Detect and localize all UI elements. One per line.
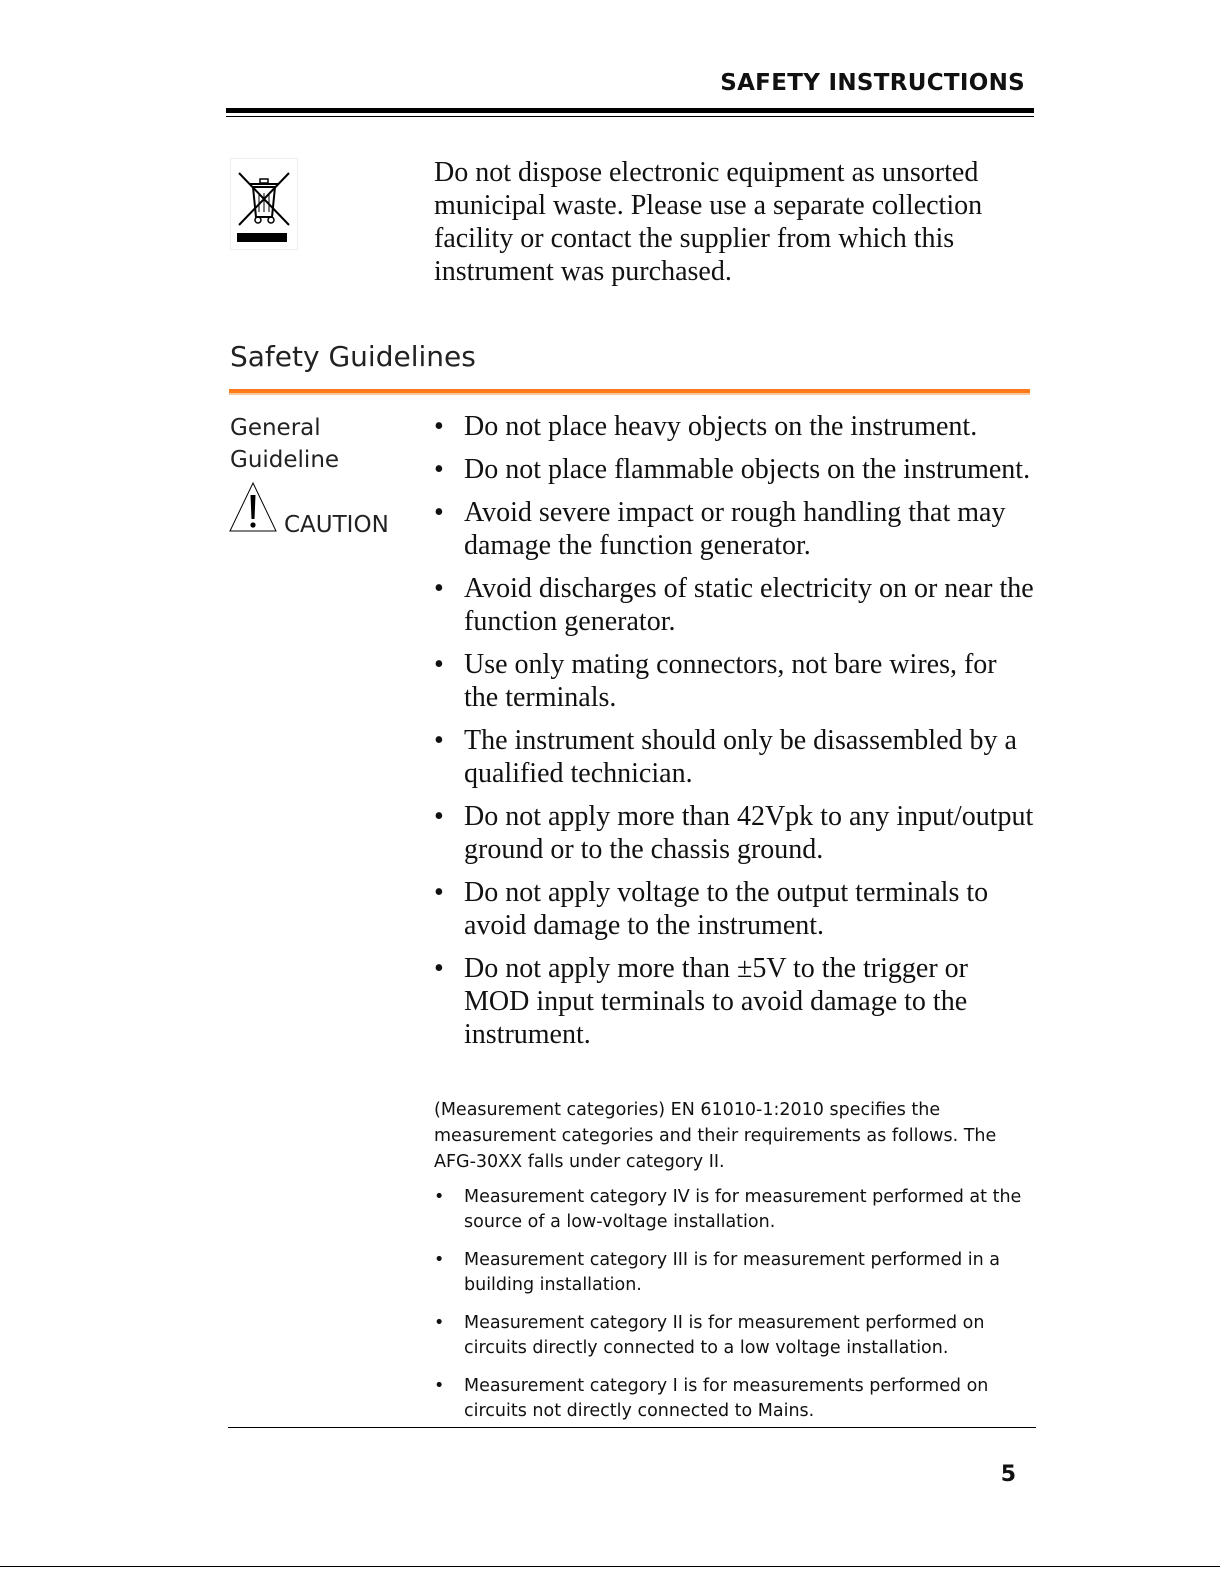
list-item: • The instrument should only be disassembled by a qualified technician. [434,725,1017,789]
list-item-text: Do not apply voltage to the output terminals to avoid damage to the instrument. [464,877,989,941]
list-item-text: The instrument should only be disassembled by a qualified technician. [464,725,1017,789]
list-item: • Do not place flammable objects on the instrument. [434,454,1031,485]
safety-guideline-list [434,410,1034,1061]
measurement-category-list [434,1185,1034,1437]
caution-marker [228,484,389,538]
list-item: • Measurement category III is for measurement performed in a building installation. [434,1250,1001,1295]
disposal-instruction: Do not dispose electronic equipment as unsorted municipal waste. Please use a separate collection facility or contact the supplier from which this instrument was purchased. [434,157,983,287]
general-guideline-label [230,412,339,476]
section-rule-shadow [229,393,1030,395]
list-item: • Do not apply more than ±5V to the trigger or MOD input terminals to avoid damage to the instrument. [434,953,968,1050]
list-item-text: Avoid discharges of static electricity on or near the function generator. [464,573,1034,637]
list-item-text: Do not place heavy objects on the instrument. [464,411,978,442]
crossed-out-wheelie-bin-icon [230,158,298,250]
list-item: • Use only mating connectors, not bare wires, for the terminals. [434,649,997,713]
list-item-text: Do not apply more than ±5V to the trigger or MOD input terminals to avoid damage to the instrument. [464,953,968,1050]
list-item-text: Measurement category II is for measurement performed on circuits directly connected to a low voltage installation. [464,1313,985,1358]
warning-triangle-icon [228,481,278,538]
header-rule [226,108,1034,113]
section-title: Safety Guidelines [230,340,476,373]
list-item: • Measurement category IV is for measurement performed at the source of a low-voltage installation. [434,1187,1022,1232]
list-item-text: Avoid severe impact or rough handling that may damage the function generator. [464,497,1006,561]
list-item: • Measurement category I is for measurements performed on circuits not directly connected to Mains. [434,1376,989,1421]
page-edge [0,1566,1220,1567]
list-item: • Do not place heavy objects on the instrument. [434,411,978,442]
list-item-text: Measurement category I is for measurements performed on circuits not directly connected to Mains. [464,1376,989,1421]
general-label-line2: Guideline [230,447,340,473]
list-item-text: Use only mating connectors, not bare wires, for the terminals. [464,649,997,713]
footer-rule [228,1427,1036,1428]
measurement-categories-intro: (Measurement categories) EN 61010-1:2010 specifies the measurement categories and their requirements as follows. The AFG-30XX falls under category II. [434,1100,997,1172]
header-title: SAFETY INSTRUCTIONS [720,70,1025,96]
list-item: • Avoid severe impact or rough handling that may damage the function generator. [434,497,1006,561]
page-number: 5 [1000,1462,1016,1487]
list-item-text: Do not apply more than 42Vpk to any input/output ground or to the chassis ground. [464,801,1034,865]
list-item-text: Do not place flammable objects on the instrument. [464,454,1031,485]
list-item: • Do not apply voltage to the output terminals to avoid damage to the instrument. [434,877,989,941]
caution-label: CAUTION [284,512,389,538]
general-label-line1: General [230,415,321,441]
list-item: • Do not apply more than 42Vpk to any input/output ground or to the chassis ground. [434,801,1034,865]
list-item-text: Measurement category III is for measurement performed in a building installation. [464,1250,1001,1295]
header-rule-thin [226,116,1034,117]
list-item: • Avoid discharges of static electricity on or near the function generator. [434,573,1034,637]
list-item-text: Measurement category IV is for measurement performed at the source of a low-voltage installation. [464,1187,1022,1232]
list-item: • Measurement category II is for measurement performed on circuits directly connected to a low voltage installation. [434,1313,985,1358]
